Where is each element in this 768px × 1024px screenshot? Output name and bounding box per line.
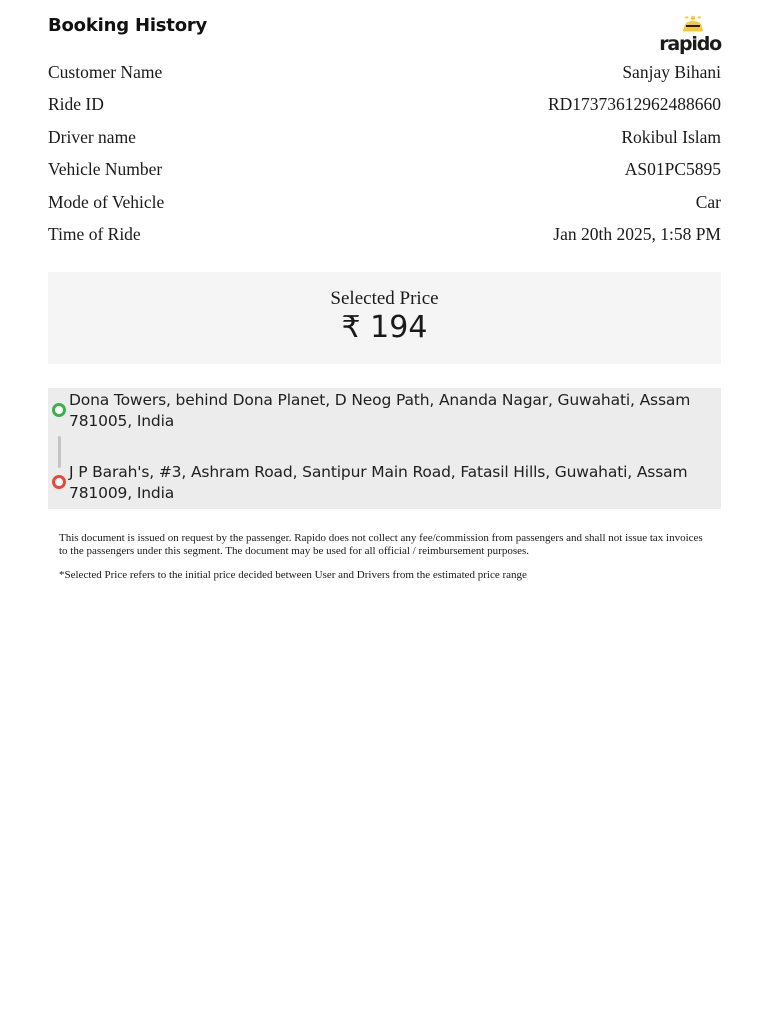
detail-label: Time of Ride (48, 224, 141, 245)
rapido-logo (659, 14, 721, 54)
detail-label: Ride ID (48, 94, 104, 115)
detail-row-time-of-ride (48, 219, 721, 252)
detail-value: RD17373612962488660 (547, 94, 721, 115)
price-value: ₹ 194 (341, 310, 428, 345)
detail-value: Sanjay Bihani (622, 61, 721, 82)
detail-value: AS01PC5895 (624, 159, 721, 180)
detail-value: Jan 20th 2025, 1:58 PM (553, 224, 721, 245)
detail-label: Customer Name (48, 61, 163, 82)
disclaimer-text: This document is issued on request by the passenger. Rapido does not collect any fee/commission from passengers and shall not issue tax invoices to the passengers under this segment. The document may be used for all official / reimbursement purposes. (59, 532, 703, 557)
drop-marker-icon (52, 475, 66, 489)
selected-price-box (48, 272, 721, 364)
detail-row-mode-of-vehicle (48, 186, 721, 219)
ride-details (48, 56, 721, 251)
pickup-marker-icon (52, 403, 66, 417)
page-title: Booking History (48, 15, 208, 36)
price-note-text: *Selected Price refers to the initial price decided between User and Drivers from the estimated price range (59, 569, 527, 581)
detail-row-vehicle-number (48, 154, 721, 187)
detail-row-driver-name (48, 121, 721, 154)
header (48, 14, 721, 54)
detail-label: Vehicle Number (48, 159, 163, 180)
detail-label: Driver name (48, 126, 136, 147)
detail-value: Rokibul Islam (621, 126, 721, 147)
detail-row-ride-id (48, 89, 721, 122)
route-box (48, 388, 721, 509)
notes (59, 532, 709, 582)
pickup-address: Dona Towers, behind Dona Planet, D Neog Path, Ananda Nagar, Guwahati, Assam 781005, India (69, 391, 691, 430)
detail-value: Car (695, 191, 721, 212)
route-connector-line (58, 436, 61, 468)
detail-label: Mode of Vehicle (48, 191, 165, 212)
detail-row-customer-name (48, 56, 721, 89)
drop-address: J P Barah's, #3, Ashram Road, Santipur Main Road, Fatasil Hills, Guwahati, Assam 781009, India (69, 463, 688, 502)
price-label: Selected Price (330, 288, 439, 309)
logo-text: rapido (659, 33, 721, 55)
